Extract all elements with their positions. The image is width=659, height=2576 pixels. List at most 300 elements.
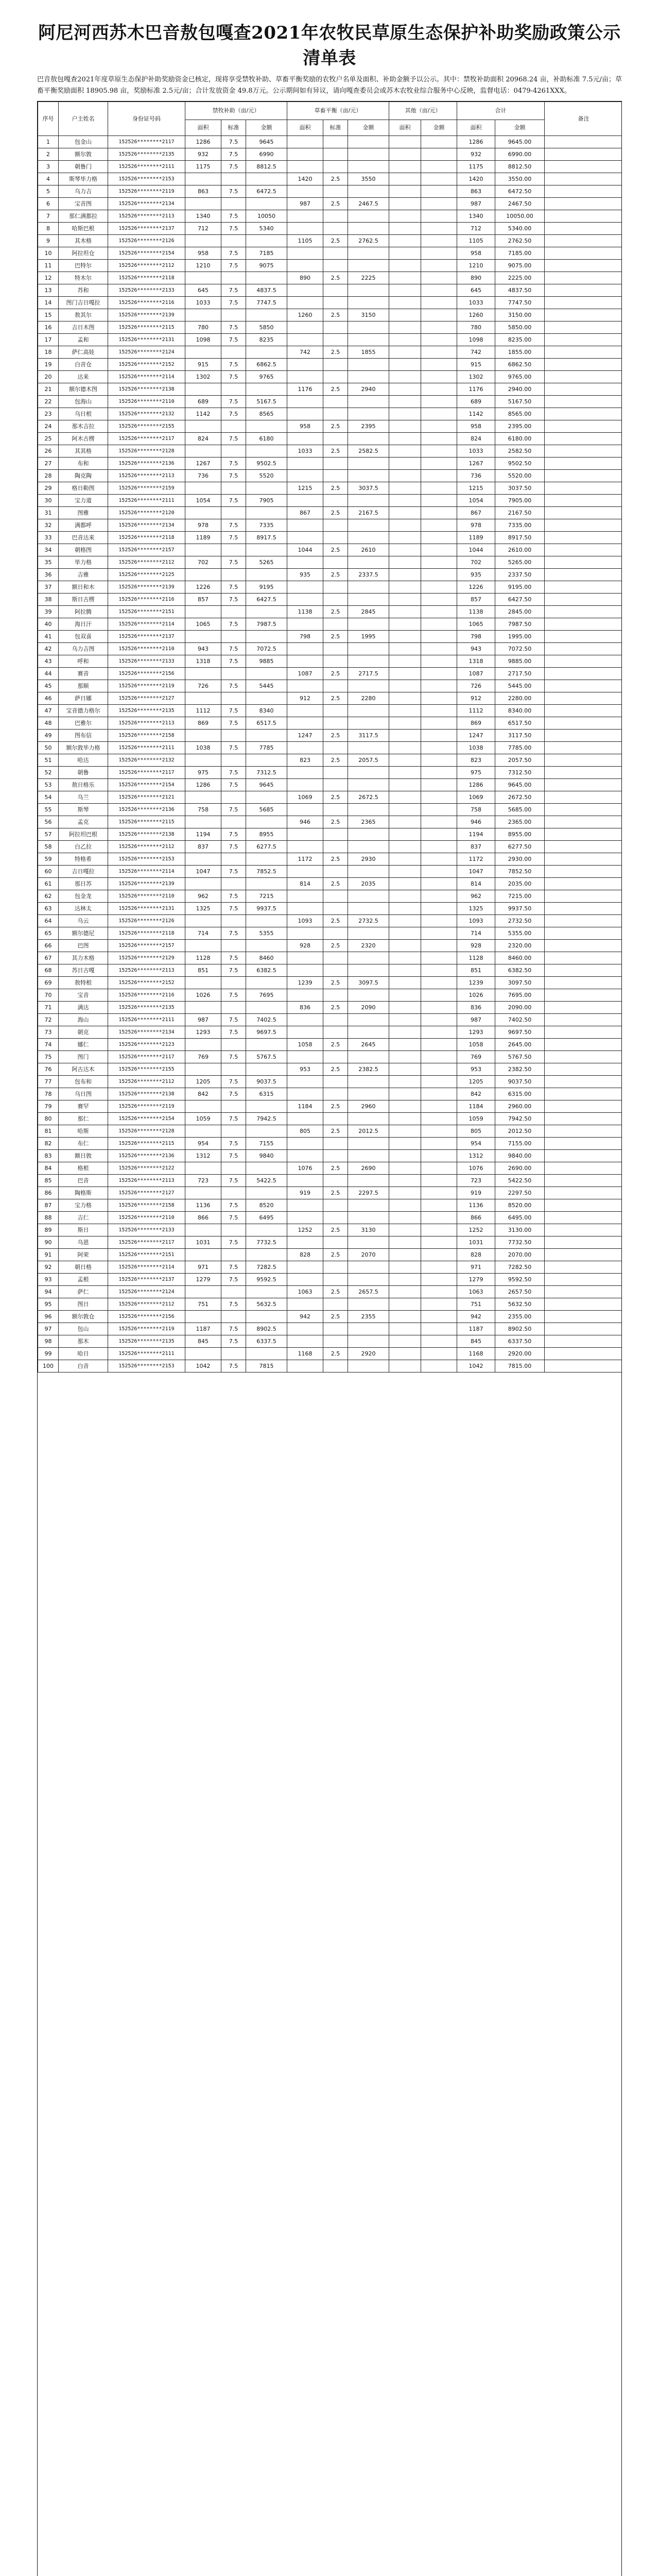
cell-other-amount [421, 433, 457, 445]
cell-total-amount: 9037.50 [495, 1076, 545, 1088]
cell-note [545, 804, 622, 816]
cell-other-amount [421, 1224, 457, 1236]
cell-note [545, 445, 622, 457]
cell-ban-area [185, 1063, 221, 1076]
cell-balance-amount: 2395 [348, 420, 389, 433]
cell-total-amount: 7732.50 [495, 1236, 545, 1249]
cell-balance-area [287, 371, 323, 383]
cell-other-amount [421, 359, 457, 371]
cell-other-amount [421, 1286, 457, 1298]
cell-ban-area: 1128 [185, 952, 221, 964]
cell-total-amount: 9885.00 [495, 655, 545, 668]
cell-balance-rate [323, 680, 348, 692]
cell-id-card: 152526********2117 [108, 433, 185, 445]
cell-total-amount: 2672.50 [495, 791, 545, 804]
cell-total-amount: 2920.00 [495, 1348, 545, 1360]
cell-balance-amount [348, 594, 389, 606]
cell-other-amount [421, 742, 457, 754]
cell-total-area: 1247 [457, 730, 495, 742]
cell-other-amount [421, 260, 457, 272]
cell-other-amount [421, 1014, 457, 1026]
cell-balance-rate [323, 828, 348, 841]
cell-balance-amount: 2225 [348, 272, 389, 284]
cell-ban-rate: 7.5 [221, 433, 246, 445]
cell-balance-rate [323, 742, 348, 754]
cell-name: 娜仁 [59, 1039, 108, 1051]
cell-balance-rate [323, 297, 348, 309]
table-row [38, 643, 622, 655]
cell-balance-amount [348, 1138, 389, 1150]
cell-seq: 69 [38, 977, 59, 989]
cell-id-card: 152526********2113 [108, 470, 185, 482]
cell-total-amount: 2035.00 [495, 878, 545, 890]
cell-balance-amount [348, 284, 389, 297]
cell-seq: 24 [38, 420, 59, 433]
cell-balance-amount [348, 643, 389, 655]
cell-other-amount [421, 853, 457, 866]
cell-balance-area: 836 [287, 1002, 323, 1014]
cell-balance-rate [323, 890, 348, 903]
cell-note [545, 556, 622, 569]
table-row [38, 1224, 622, 1236]
cell-balance-area [287, 1014, 323, 1026]
cell-balance-area [287, 1199, 323, 1212]
cell-balance-amount [348, 779, 389, 791]
cell-id-card: 152526********2135 [108, 148, 185, 161]
cell-balance-area: 1168 [287, 1348, 323, 1360]
cell-ban-rate [221, 791, 246, 804]
table-row [38, 495, 622, 507]
cell-name: 特格希 [59, 853, 108, 866]
cell-total-area: 1267 [457, 457, 495, 470]
cell-total-amount: 7747.50 [495, 297, 545, 309]
cell-balance-rate: 2.5 [323, 173, 348, 185]
cell-note [545, 643, 622, 655]
cell-balance-rate: 2.5 [323, 853, 348, 866]
cell-balance-amount [348, 964, 389, 977]
cell-id-card: 152526********2114 [108, 1261, 185, 1274]
cell-balance-area [287, 742, 323, 754]
cell-balance-area: 1247 [287, 730, 323, 742]
cell-seq: 96 [38, 1311, 59, 1323]
cell-ban-area: 758 [185, 804, 221, 816]
cell-ban-rate [221, 544, 246, 556]
cell-ban-rate [221, 940, 246, 952]
cell-ban-amount [246, 235, 287, 247]
cell-seq: 54 [38, 791, 59, 804]
cell-total-amount: 3150.00 [495, 309, 545, 321]
cell-other-area [389, 420, 421, 433]
cell-ban-area: 1031 [185, 1236, 221, 1249]
cell-ban-amount: 7695 [246, 989, 287, 1002]
cell-balance-area [287, 828, 323, 841]
header-grazing-ban: 禁牧补助（亩/元） [185, 102, 287, 120]
cell-total-amount: 1995.00 [495, 631, 545, 643]
cell-seq: 75 [38, 1051, 59, 1063]
cell-other-area [389, 148, 421, 161]
cell-ban-rate: 7.5 [221, 247, 246, 260]
cell-note [545, 470, 622, 482]
cell-note [545, 989, 622, 1002]
cell-balance-area [287, 1138, 323, 1150]
cell-ban-rate: 7.5 [221, 408, 246, 420]
cell-balance-amount: 2320 [348, 940, 389, 952]
cell-note [545, 940, 622, 952]
cell-total-amount: 2337.50 [495, 569, 545, 581]
cell-name: 乌日图 [59, 1088, 108, 1100]
cell-other-amount [421, 791, 457, 804]
cell-total-area: 814 [457, 878, 495, 890]
cell-balance-rate [323, 1014, 348, 1026]
cell-ban-area [185, 940, 221, 952]
cell-ban-area [185, 507, 221, 519]
cell-ban-amount: 5340 [246, 223, 287, 235]
table-row [38, 1348, 622, 1360]
cell-total-amount: 5355.00 [495, 927, 545, 940]
cell-seq: 50 [38, 742, 59, 754]
cell-note [545, 1039, 622, 1051]
cell-other-amount [421, 569, 457, 581]
cell-seq: 90 [38, 1236, 59, 1249]
cell-other-amount [421, 1138, 457, 1150]
cell-ban-amount: 5355 [246, 927, 287, 940]
cell-total-amount: 9502.50 [495, 457, 545, 470]
cell-id-card: 152526********2152 [108, 977, 185, 989]
cell-ban-rate [221, 1125, 246, 1138]
cell-ban-area: 975 [185, 767, 221, 779]
cell-note [545, 1311, 622, 1323]
cell-id-card: 152526********2153 [108, 173, 185, 185]
cell-seq: 47 [38, 705, 59, 717]
cell-other-area [389, 470, 421, 482]
cell-balance-rate: 2.5 [323, 507, 348, 519]
cell-balance-area [287, 161, 323, 173]
cell-ban-area: 962 [185, 890, 221, 903]
table-row [38, 1212, 622, 1224]
cell-id-card: 152526********2139 [108, 878, 185, 890]
cell-ban-area: 863 [185, 185, 221, 198]
cell-other-amount [421, 618, 457, 631]
cell-total-amount: 6517.50 [495, 717, 545, 730]
cell-total-area: 1093 [457, 915, 495, 927]
cell-other-area [389, 161, 421, 173]
cell-seq: 98 [38, 1335, 59, 1348]
cell-ban-rate: 7.5 [221, 371, 246, 383]
cell-balance-area [287, 260, 323, 272]
cell-balance-rate: 2.5 [323, 692, 348, 705]
cell-total-area: 1184 [457, 1100, 495, 1113]
cell-balance-rate [323, 964, 348, 977]
cell-note [545, 457, 622, 470]
cell-ban-amount: 9075 [246, 260, 287, 272]
table-row [38, 433, 622, 445]
cell-other-area [389, 594, 421, 606]
cell-ban-rate: 7.5 [221, 680, 246, 692]
cell-id-card: 152526********2115 [108, 321, 185, 334]
cell-ban-amount: 6990 [246, 148, 287, 161]
cell-total-area: 1105 [457, 235, 495, 247]
cell-other-area [389, 1014, 421, 1026]
cell-ban-rate: 7.5 [221, 396, 246, 408]
cell-name: 额尔德木图 [59, 383, 108, 396]
cell-total-amount: 3130.00 [495, 1224, 545, 1236]
cell-total-area: 1138 [457, 606, 495, 618]
table-row [38, 964, 622, 977]
cell-ban-area [185, 1348, 221, 1360]
cell-seq: 67 [38, 952, 59, 964]
cell-balance-rate: 2.5 [323, 309, 348, 321]
cell-total-area: 645 [457, 284, 495, 297]
cell-other-amount [421, 532, 457, 544]
cell-other-amount [421, 643, 457, 655]
cell-name: 哈斯 [59, 1125, 108, 1138]
cell-ban-amount [246, 1002, 287, 1014]
cell-total-amount: 2717.50 [495, 668, 545, 680]
cell-total-area: 863 [457, 185, 495, 198]
cell-balance-area [287, 210, 323, 223]
cell-total-area: 780 [457, 321, 495, 334]
cell-ban-amount: 8902.5 [246, 1323, 287, 1335]
header-name: 户主姓名 [59, 102, 108, 136]
cell-seq: 77 [38, 1076, 59, 1088]
cell-total-amount: 2057.50 [495, 754, 545, 767]
cell-balance-area: 742 [287, 346, 323, 359]
cell-total-area: 928 [457, 940, 495, 952]
cell-balance-area: 805 [287, 1125, 323, 1138]
cell-other-amount [421, 1039, 457, 1051]
cell-ban-amount [246, 445, 287, 457]
table-row [38, 309, 622, 321]
cell-id-card: 152526********2133 [108, 1224, 185, 1236]
cell-other-area [389, 532, 421, 544]
cell-total-amount: 5520.00 [495, 470, 545, 482]
cell-other-amount [421, 940, 457, 952]
cell-name: 布和 [59, 457, 108, 470]
cell-balance-area: 946 [287, 816, 323, 828]
cell-balance-area [287, 297, 323, 309]
cell-other-area [389, 1261, 421, 1274]
cell-ban-rate: 7.5 [221, 136, 246, 148]
cell-total-area: 689 [457, 396, 495, 408]
cell-other-amount [421, 544, 457, 556]
cell-other-area [389, 816, 421, 828]
cell-seq: 1 [38, 136, 59, 148]
cell-name: 图布信 [59, 730, 108, 742]
cell-other-area [389, 223, 421, 235]
cell-ban-rate [221, 346, 246, 359]
cell-ban-area: 1059 [185, 1113, 221, 1125]
cell-other-area [389, 853, 421, 866]
cell-total-area: 1042 [457, 1360, 495, 1372]
cell-total-area: 1054 [457, 495, 495, 507]
cell-ban-rate: 7.5 [221, 890, 246, 903]
cell-note [545, 334, 622, 346]
cell-other-area [389, 433, 421, 445]
cell-ban-area: 987 [185, 1014, 221, 1026]
cell-balance-rate: 2.5 [323, 1249, 348, 1261]
cell-other-area [389, 544, 421, 556]
cell-balance-amount [348, 1026, 389, 1039]
cell-note [545, 210, 622, 223]
cell-ban-amount [246, 1063, 287, 1076]
cell-balance-area [287, 717, 323, 730]
table-row [38, 1076, 622, 1088]
cell-ban-area: 842 [185, 1088, 221, 1100]
cell-balance-amount [348, 470, 389, 482]
cell-balance-amount [348, 210, 389, 223]
cell-balance-amount: 2732.5 [348, 915, 389, 927]
cell-balance-amount: 1995 [348, 631, 389, 643]
cell-note [545, 198, 622, 210]
cell-total-amount: 2930.00 [495, 853, 545, 866]
cell-name: 图日 [59, 1298, 108, 1311]
cell-ban-area: 845 [185, 1335, 221, 1348]
cell-ban-rate: 7.5 [221, 161, 246, 173]
cell-other-area [389, 1162, 421, 1175]
cell-other-amount [421, 445, 457, 457]
cell-name: 那仁 [59, 1113, 108, 1125]
cell-id-card: 152526********2156 [108, 668, 185, 680]
table-row [38, 618, 622, 631]
cell-ban-area [185, 754, 221, 767]
cell-seq: 85 [38, 1175, 59, 1187]
cell-balance-rate [323, 1199, 348, 1212]
cell-total-area: 954 [457, 1138, 495, 1150]
cell-total-area: 828 [457, 1249, 495, 1261]
cell-other-area [389, 1063, 421, 1076]
cell-balance-rate [323, 408, 348, 420]
cell-id-card: 152526********2113 [108, 210, 185, 223]
cell-note [545, 1113, 622, 1125]
cell-total-area: 932 [457, 148, 495, 161]
cell-id-card: 152526********2138 [108, 1088, 185, 1100]
cell-seq: 80 [38, 1113, 59, 1125]
cell-ban-rate [221, 482, 246, 495]
cell-balance-amount [348, 519, 389, 532]
cell-other-area [389, 1138, 421, 1150]
cell-ban-area [185, 1002, 221, 1014]
cell-other-area [389, 519, 421, 532]
cell-ban-rate [221, 1187, 246, 1199]
cell-balance-amount [348, 952, 389, 964]
cell-other-area [389, 1026, 421, 1039]
cell-other-amount [421, 396, 457, 408]
table-row [38, 1175, 622, 1187]
table-row [38, 284, 622, 297]
cell-ban-rate: 7.5 [221, 223, 246, 235]
cell-balance-rate [323, 927, 348, 940]
cell-other-amount [421, 1323, 457, 1335]
cell-ban-area: 1210 [185, 260, 221, 272]
cell-ban-amount [246, 940, 287, 952]
cell-balance-area [287, 1175, 323, 1187]
cell-id-card: 152526********2111 [108, 161, 185, 173]
cell-total-area: 1128 [457, 952, 495, 964]
cell-ban-amount: 7312.5 [246, 767, 287, 779]
cell-balance-area [287, 890, 323, 903]
cell-balance-rate [323, 952, 348, 964]
table-row [38, 470, 622, 482]
cell-balance-area [287, 1113, 323, 1125]
cell-balance-rate [323, 581, 348, 594]
cell-balance-amount [348, 1236, 389, 1249]
cell-other-amount [421, 470, 457, 482]
cell-id-card: 152526********2135 [108, 1335, 185, 1348]
cell-ban-rate: 7.5 [221, 767, 246, 779]
cell-other-amount [421, 1360, 457, 1372]
cell-seq: 9 [38, 235, 59, 247]
cell-name: 额日敦 [59, 1150, 108, 1162]
cell-ban-rate: 7.5 [221, 594, 246, 606]
cell-ban-rate: 7.5 [221, 1212, 246, 1224]
table-row [38, 1138, 622, 1150]
cell-ban-area [185, 853, 221, 866]
cell-balance-rate [323, 161, 348, 173]
cell-seq: 97 [38, 1323, 59, 1335]
cell-seq: 28 [38, 470, 59, 482]
cell-seq: 16 [38, 321, 59, 334]
cell-seq: 26 [38, 445, 59, 457]
cell-note [545, 1125, 622, 1138]
cell-total-area: 869 [457, 717, 495, 730]
table-row [38, 272, 622, 284]
cell-id-card: 152526********2136 [108, 457, 185, 470]
cell-total-amount: 2382.50 [495, 1063, 545, 1076]
cell-other-amount [421, 420, 457, 433]
cell-ban-rate [221, 692, 246, 705]
cell-ban-amount [246, 791, 287, 804]
cell-ban-rate: 7.5 [221, 297, 246, 309]
cell-balance-area [287, 148, 323, 161]
cell-balance-amount: 2070 [348, 1249, 389, 1261]
cell-ban-amount: 9765 [246, 371, 287, 383]
cell-total-amount: 6180.00 [495, 433, 545, 445]
cell-note [545, 618, 622, 631]
cell-ban-rate: 7.5 [221, 1113, 246, 1125]
cell-balance-area: 912 [287, 692, 323, 705]
cell-balance-amount [348, 495, 389, 507]
cell-ban-rate: 7.5 [221, 1138, 246, 1150]
cell-other-amount [421, 779, 457, 791]
cell-name: 毕力格 [59, 556, 108, 569]
cell-ban-amount: 7942.5 [246, 1113, 287, 1125]
cell-balance-area [287, 334, 323, 346]
cell-other-amount [421, 705, 457, 717]
cell-other-amount [421, 198, 457, 210]
table-row [38, 816, 622, 828]
cell-id-card: 152526********2154 [108, 247, 185, 260]
cell-total-amount: 3117.50 [495, 730, 545, 742]
cell-balance-rate: 2.5 [323, 754, 348, 767]
cell-name: 包海山 [59, 396, 108, 408]
cell-name: 阿拉坦仓 [59, 247, 108, 260]
cell-balance-amount: 2337.5 [348, 569, 389, 581]
cell-other-area [389, 1311, 421, 1323]
cell-total-amount: 5632.50 [495, 1298, 545, 1311]
cell-balance-rate [323, 1138, 348, 1150]
cell-balance-area [287, 185, 323, 198]
cell-ban-rate: 7.5 [221, 1150, 246, 1162]
cell-balance-amount: 2012.5 [348, 1125, 389, 1138]
cell-balance-rate: 2.5 [323, 198, 348, 210]
cell-name: 朝鲁 [59, 767, 108, 779]
cell-ban-area [185, 1286, 221, 1298]
cell-balance-rate [323, 1335, 348, 1348]
cell-id-card: 152526********2135 [108, 705, 185, 717]
cell-ban-area [185, 1187, 221, 1199]
cell-seq: 40 [38, 618, 59, 631]
cell-other-amount [421, 581, 457, 594]
